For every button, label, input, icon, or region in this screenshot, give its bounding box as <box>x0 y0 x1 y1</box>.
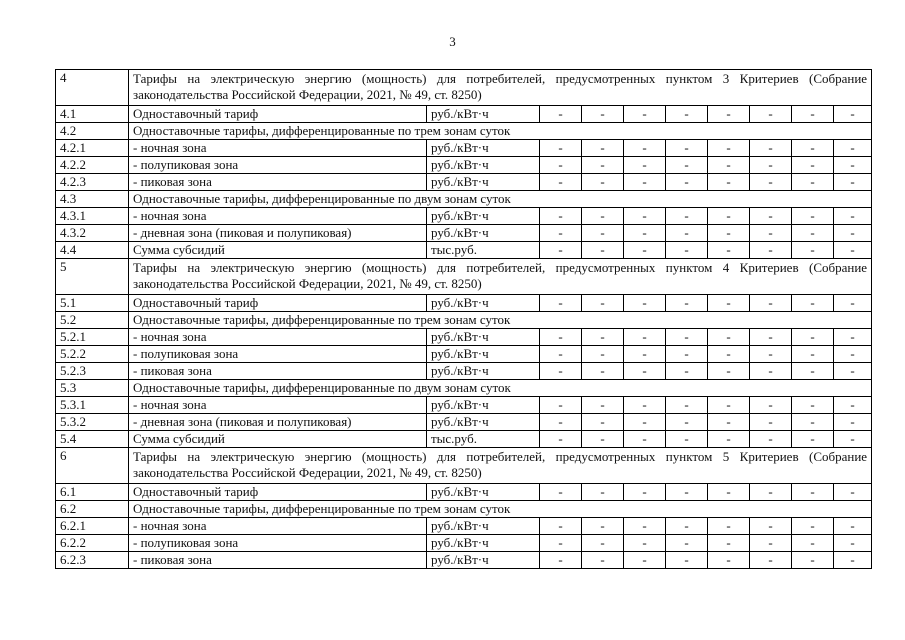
table-row <box>56 501 872 518</box>
table-row <box>56 397 872 414</box>
value-cell: - <box>834 106 872 123</box>
value-cell: - <box>540 535 582 552</box>
tariff-table <box>55 69 872 569</box>
value-cell: - <box>624 484 666 501</box>
table-row <box>56 259 872 295</box>
unit-cell: руб./кВт·ч <box>427 552 540 569</box>
value-cell: - <box>708 157 750 174</box>
value-cell: - <box>834 225 872 242</box>
value-cell: - <box>750 518 792 535</box>
value-cell: - <box>750 225 792 242</box>
value-cell: - <box>708 329 750 346</box>
unit-cell: руб./кВт·ч <box>427 174 540 191</box>
table-row <box>56 329 872 346</box>
value-cell: - <box>792 431 834 448</box>
table-row <box>56 363 872 380</box>
value-cell: - <box>666 329 708 346</box>
value-cell: - <box>792 363 834 380</box>
value-cell: - <box>834 157 872 174</box>
row-number: 6.2.3 <box>56 552 129 569</box>
value-cell: - <box>624 174 666 191</box>
value-cell: - <box>792 552 834 569</box>
value-cell: - <box>834 431 872 448</box>
value-cell: - <box>582 431 624 448</box>
table-row <box>56 414 872 431</box>
value-cell: - <box>582 140 624 157</box>
indicator-name: - полупиковая зона <box>129 346 427 363</box>
value-cell: - <box>708 518 750 535</box>
value-cell: - <box>582 397 624 414</box>
indicator-name: - ночная зона <box>129 518 427 535</box>
value-cell: - <box>792 157 834 174</box>
value-cell: - <box>708 484 750 501</box>
value-cell: - <box>540 157 582 174</box>
value-cell: - <box>792 484 834 501</box>
value-cell: - <box>666 363 708 380</box>
row-number: 5.3.1 <box>56 397 129 414</box>
value-cell: - <box>792 329 834 346</box>
value-cell: - <box>540 106 582 123</box>
value-cell: - <box>624 225 666 242</box>
value-cell: - <box>708 346 750 363</box>
indicator-name: - дневная зона (пиковая и полупиковая) <box>129 414 427 431</box>
table-row <box>56 448 872 484</box>
value-cell: - <box>624 535 666 552</box>
table-row <box>56 70 872 106</box>
indicator-name: - ночная зона <box>129 329 427 346</box>
row-number: 4.4 <box>56 242 129 259</box>
unit-cell: руб./кВт·ч <box>427 518 540 535</box>
value-cell: - <box>540 363 582 380</box>
value-cell: - <box>792 225 834 242</box>
value-cell: - <box>708 174 750 191</box>
subsection-title: Одноставочные тарифы, дифференцированные по трем зонам суток <box>129 501 872 518</box>
unit-cell: руб./кВт·ч <box>427 329 540 346</box>
table-row <box>56 140 872 157</box>
value-cell: - <box>792 106 834 123</box>
value-cell: - <box>624 346 666 363</box>
table-row <box>56 431 872 448</box>
value-cell: - <box>540 397 582 414</box>
row-number: 4.2 <box>56 123 129 140</box>
value-cell: - <box>624 518 666 535</box>
row-number: 5.2 <box>56 312 129 329</box>
value-cell: - <box>750 329 792 346</box>
subsection-title: Одноставочные тарифы, дифференцированные по трем зонам суток <box>129 123 872 140</box>
value-cell: - <box>750 484 792 501</box>
value-cell: - <box>624 431 666 448</box>
subsection-title: Одноставочные тарифы, дифференцированные по трем зонам суток <box>129 312 872 329</box>
subsection-title: Одноставочные тарифы, дифференцированные по двум зонам суток <box>129 191 872 208</box>
value-cell: - <box>708 397 750 414</box>
value-cell: - <box>582 552 624 569</box>
value-cell: - <box>750 431 792 448</box>
row-number: 4.2.1 <box>56 140 129 157</box>
value-cell: - <box>624 363 666 380</box>
value-cell: - <box>792 414 834 431</box>
value-cell: - <box>582 346 624 363</box>
indicator-name: Одноставочный тариф <box>129 295 427 312</box>
value-cell: - <box>582 174 624 191</box>
value-cell: - <box>708 106 750 123</box>
unit-cell: руб./кВт·ч <box>427 346 540 363</box>
value-cell: - <box>666 174 708 191</box>
unit-cell: тыс.руб. <box>427 242 540 259</box>
value-cell: - <box>666 414 708 431</box>
value-cell: - <box>624 242 666 259</box>
value-cell: - <box>666 552 708 569</box>
row-number: 4.3.1 <box>56 208 129 225</box>
value-cell: - <box>834 208 872 225</box>
value-cell: - <box>834 140 872 157</box>
value-cell: - <box>708 242 750 259</box>
value-cell: - <box>708 295 750 312</box>
value-cell: - <box>540 208 582 225</box>
value-cell: - <box>834 397 872 414</box>
row-number: 6.2.1 <box>56 518 129 535</box>
value-cell: - <box>666 225 708 242</box>
row-number: 4.3.2 <box>56 225 129 242</box>
row-number: 5 <box>56 259 129 295</box>
value-cell: - <box>624 552 666 569</box>
value-cell: - <box>666 242 708 259</box>
table-row <box>56 346 872 363</box>
value-cell: - <box>540 140 582 157</box>
unit-cell: руб./кВт·ч <box>427 157 540 174</box>
value-cell: - <box>540 174 582 191</box>
table-row <box>56 535 872 552</box>
value-cell: - <box>624 140 666 157</box>
value-cell: - <box>624 208 666 225</box>
value-cell: - <box>792 295 834 312</box>
table-row <box>56 552 872 569</box>
indicator-name: - пиковая зона <box>129 363 427 380</box>
value-cell: - <box>540 484 582 501</box>
value-cell: - <box>750 535 792 552</box>
value-cell: - <box>624 414 666 431</box>
unit-cell: руб./кВт·ч <box>427 484 540 501</box>
row-number: 5.2.1 <box>56 329 129 346</box>
value-cell: - <box>834 295 872 312</box>
value-cell: - <box>708 225 750 242</box>
unit-cell: руб./кВт·ч <box>427 140 540 157</box>
value-cell: - <box>582 518 624 535</box>
value-cell: - <box>708 140 750 157</box>
value-cell: - <box>750 140 792 157</box>
unit-cell: руб./кВт·ч <box>427 397 540 414</box>
value-cell: - <box>834 484 872 501</box>
value-cell: - <box>540 518 582 535</box>
table-row <box>56 295 872 312</box>
value-cell: - <box>750 346 792 363</box>
value-cell: - <box>582 242 624 259</box>
row-number: 5.2.2 <box>56 346 129 363</box>
table-row <box>56 225 872 242</box>
value-cell: - <box>624 295 666 312</box>
row-number: 4.3 <box>56 191 129 208</box>
row-number: 4.2.3 <box>56 174 129 191</box>
value-cell: - <box>666 518 708 535</box>
value-cell: - <box>624 329 666 346</box>
value-cell: - <box>792 518 834 535</box>
value-cell: - <box>540 242 582 259</box>
value-cell: - <box>834 414 872 431</box>
row-number: 5.2.3 <box>56 363 129 380</box>
indicator-name: Одноставочный тариф <box>129 484 427 501</box>
value-cell: - <box>750 208 792 225</box>
subsection-title: Одноставочные тарифы, дифференцированные по двум зонам суток <box>129 380 872 397</box>
unit-cell: руб./кВт·ч <box>427 363 540 380</box>
value-cell: - <box>582 414 624 431</box>
row-number: 4.2.2 <box>56 157 129 174</box>
indicator-name: - пиковая зона <box>129 174 427 191</box>
value-cell: - <box>666 106 708 123</box>
value-cell: - <box>582 484 624 501</box>
section-header-text: Тарифы на электрическую энергию (мощность) для потребителей, предусмотренных пунктом 3 Критериев (Собрание законодательства Российской Федерации, 2021, № 49, ст. 8250) <box>129 70 872 106</box>
table-row <box>56 518 872 535</box>
indicator-name: Сумма субсидий <box>129 431 427 448</box>
value-cell: - <box>540 329 582 346</box>
row-number: 6.2.2 <box>56 535 129 552</box>
value-cell: - <box>792 397 834 414</box>
page-number: 3 <box>449 34 456 49</box>
row-number: 5.3 <box>56 380 129 397</box>
value-cell: - <box>540 346 582 363</box>
value-cell: - <box>540 295 582 312</box>
unit-cell: руб./кВт·ч <box>427 414 540 431</box>
table-row <box>56 208 872 225</box>
unit-cell: руб./кВт·ч <box>427 535 540 552</box>
value-cell: - <box>582 295 624 312</box>
value-cell: - <box>708 208 750 225</box>
value-cell: - <box>582 225 624 242</box>
table-row <box>56 123 872 140</box>
value-cell: - <box>540 414 582 431</box>
row-number: 5.1 <box>56 295 129 312</box>
indicator-name: - пиковая зона <box>129 552 427 569</box>
table-row <box>56 174 872 191</box>
indicator-name: Сумма субсидий <box>129 242 427 259</box>
value-cell: - <box>834 242 872 259</box>
row-number: 6.2 <box>56 501 129 518</box>
value-cell: - <box>666 208 708 225</box>
value-cell: - <box>582 208 624 225</box>
indicator-name: - дневная зона (пиковая и полупиковая) <box>129 225 427 242</box>
value-cell: - <box>708 431 750 448</box>
value-cell: - <box>750 397 792 414</box>
table-row <box>56 157 872 174</box>
table-row <box>56 106 872 123</box>
row-number: 6.1 <box>56 484 129 501</box>
value-cell: - <box>666 535 708 552</box>
value-cell: - <box>666 484 708 501</box>
value-cell: - <box>582 157 624 174</box>
value-cell: - <box>540 552 582 569</box>
value-cell: - <box>666 397 708 414</box>
value-cell: - <box>792 174 834 191</box>
value-cell: - <box>792 242 834 259</box>
value-cell: - <box>834 518 872 535</box>
value-cell: - <box>708 535 750 552</box>
value-cell: - <box>582 106 624 123</box>
indicator-name: - полупиковая зона <box>129 157 427 174</box>
unit-cell: руб./кВт·ч <box>427 225 540 242</box>
indicator-name: Одноставочный тариф <box>129 106 427 123</box>
row-number: 6 <box>56 448 129 484</box>
value-cell: - <box>834 346 872 363</box>
value-cell: - <box>624 397 666 414</box>
value-cell: - <box>666 295 708 312</box>
unit-cell: руб./кВт·ч <box>427 106 540 123</box>
value-cell: - <box>750 414 792 431</box>
value-cell: - <box>624 157 666 174</box>
table-row <box>56 484 872 501</box>
value-cell: - <box>834 535 872 552</box>
indicator-name: - полупиковая зона <box>129 535 427 552</box>
value-cell: - <box>750 552 792 569</box>
section-header-text: Тарифы на электрическую энергию (мощность) для потребителей, предусмотренных пунктом 5 Критериев (Собрание законодательства Российской Федерации, 2021, № 49, ст. 8250) <box>129 448 872 484</box>
value-cell: - <box>834 174 872 191</box>
value-cell: - <box>792 208 834 225</box>
table-row <box>56 312 872 329</box>
value-cell: - <box>708 363 750 380</box>
indicator-name: - ночная зона <box>129 397 427 414</box>
indicator-name: - ночная зона <box>129 208 427 225</box>
value-cell: - <box>750 363 792 380</box>
value-cell: - <box>750 174 792 191</box>
section-header-text: Тарифы на электрическую энергию (мощность) для потребителей, предусмотренных пунктом 4 Критериев (Собрание законодательства Российской Федерации, 2021, № 49, ст. 8250) <box>129 259 872 295</box>
value-cell: - <box>834 363 872 380</box>
value-cell: - <box>582 535 624 552</box>
unit-cell: руб./кВт·ч <box>427 208 540 225</box>
value-cell: - <box>792 535 834 552</box>
value-cell: - <box>708 552 750 569</box>
value-cell: - <box>750 295 792 312</box>
value-cell: - <box>666 431 708 448</box>
row-number: 5.3.2 <box>56 414 129 431</box>
indicator-name: - ночная зона <box>129 140 427 157</box>
value-cell: - <box>624 106 666 123</box>
value-cell: - <box>540 225 582 242</box>
value-cell: - <box>666 157 708 174</box>
value-cell: - <box>792 346 834 363</box>
row-number: 4 <box>56 70 129 106</box>
value-cell: - <box>666 140 708 157</box>
value-cell: - <box>834 329 872 346</box>
value-cell: - <box>750 106 792 123</box>
value-cell: - <box>666 346 708 363</box>
value-cell: - <box>582 329 624 346</box>
value-cell: - <box>540 431 582 448</box>
value-cell: - <box>582 363 624 380</box>
unit-cell: тыс.руб. <box>427 431 540 448</box>
value-cell: - <box>834 552 872 569</box>
unit-cell: руб./кВт·ч <box>427 295 540 312</box>
row-number: 4.1 <box>56 106 129 123</box>
value-cell: - <box>792 140 834 157</box>
row-number: 5.4 <box>56 431 129 448</box>
value-cell: - <box>750 157 792 174</box>
value-cell: - <box>750 242 792 259</box>
tariff-table-body <box>56 70 872 569</box>
table-row <box>56 380 872 397</box>
table-row <box>56 191 872 208</box>
value-cell: - <box>708 414 750 431</box>
table-row <box>56 242 872 259</box>
